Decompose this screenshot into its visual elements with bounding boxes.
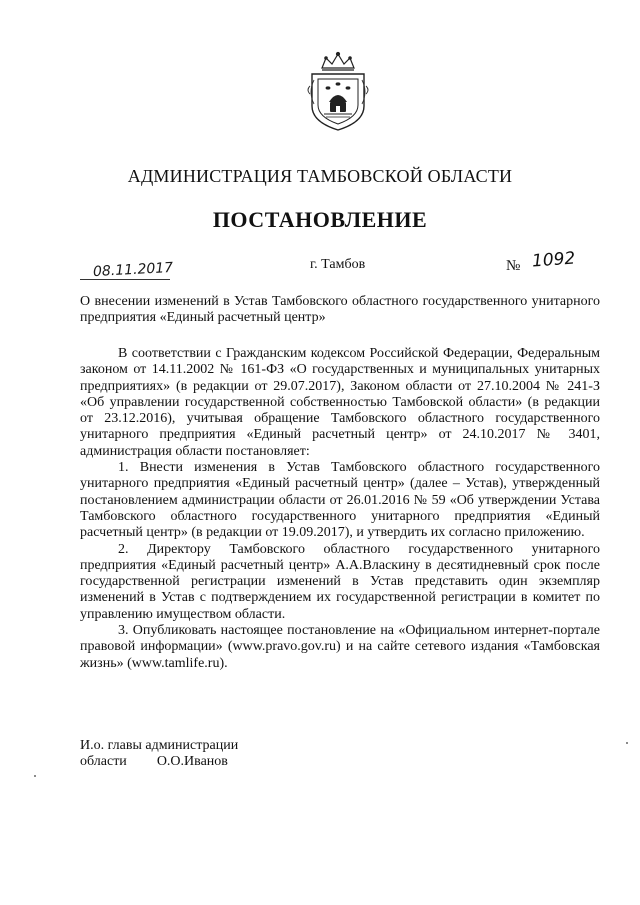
document-body xyxy=(80,346,600,672)
number-label: № xyxy=(506,258,521,274)
body-paragraph: 3. Опубликовать настоящее постановление на «Официальном интернет-портале правовой информации» (www.pravo.gov.ru) и на сайте сетевого издания «Тамбовская жизнь» (www.tamlife.ru). xyxy=(80,623,600,671)
date-underline xyxy=(80,279,170,280)
document-type-title: ПОСТАНОВЛЕНИЕ xyxy=(212,207,428,232)
signatory-name: О.О.Иванов xyxy=(156,754,228,769)
scan-speck xyxy=(34,775,36,777)
body-paragraph: 1. Внести изменения в Устав Тамбовского областного государственного унитарного предприятия «Единый расчетный центр» (далее – Устав), утвержденный постановлением администрации области от 26.01.2016 № 59 «Об утверждении Устава Тамбовского областного государственного унитарного предприятия «Единый расчетный центр» (в редакции от 19.09.2017), и утвердить их согласно приложению. xyxy=(80,460,600,541)
coat-of-arms-icon xyxy=(302,50,374,132)
organization-title: АДМИНИСТРАЦИЯ ТАМБОВСКОЙ ОБЛАСТИ xyxy=(127,166,513,186)
document-subject: О внесении изменений в Устав Тамбовского областного государственного унитарного предприятия «Единый расчетный центр» xyxy=(80,294,600,325)
signature-row xyxy=(80,754,238,770)
document-city: г. Тамбов xyxy=(310,257,366,272)
document-date: 08.11.2017 xyxy=(92,259,174,281)
signatory-position-line2: области xyxy=(80,754,127,769)
body-paragraph: В соответствии с Гражданским кодексом Российской Федерации, Федеральным законом от 14.11.2002 № 161-ФЗ «О государственных и муниципальных унитарных предприятиях» (в редакции от 29.07.2017), Законом области от 27.10.2004 № 241-З «Об управлении государственной собственностью Тамбовской области» (в редакции от 23.12.2016), учитывая обращение Тамбовского областного государственного унитарного предприятия «Единый расчетный центр» от 24.10.2017 № 3401, администрация области постановляет: xyxy=(80,346,600,459)
signature-block xyxy=(80,738,238,770)
scan-speck xyxy=(626,742,628,744)
document-number: 1092 xyxy=(531,248,576,272)
signatory-position-line1: И.о. главы администрации xyxy=(80,738,239,753)
body-paragraph: 2. Директору Тамбовского областного государственного унитарного предприятия «Единый расчетный центр» А.А.Власкину в десятидневный срок после государственной регистрации изменений в Устав представить один экземпляр изменений в Устав с подтверждением их государственной регистрации в комитет по управлению имуществом области. xyxy=(80,541,600,622)
